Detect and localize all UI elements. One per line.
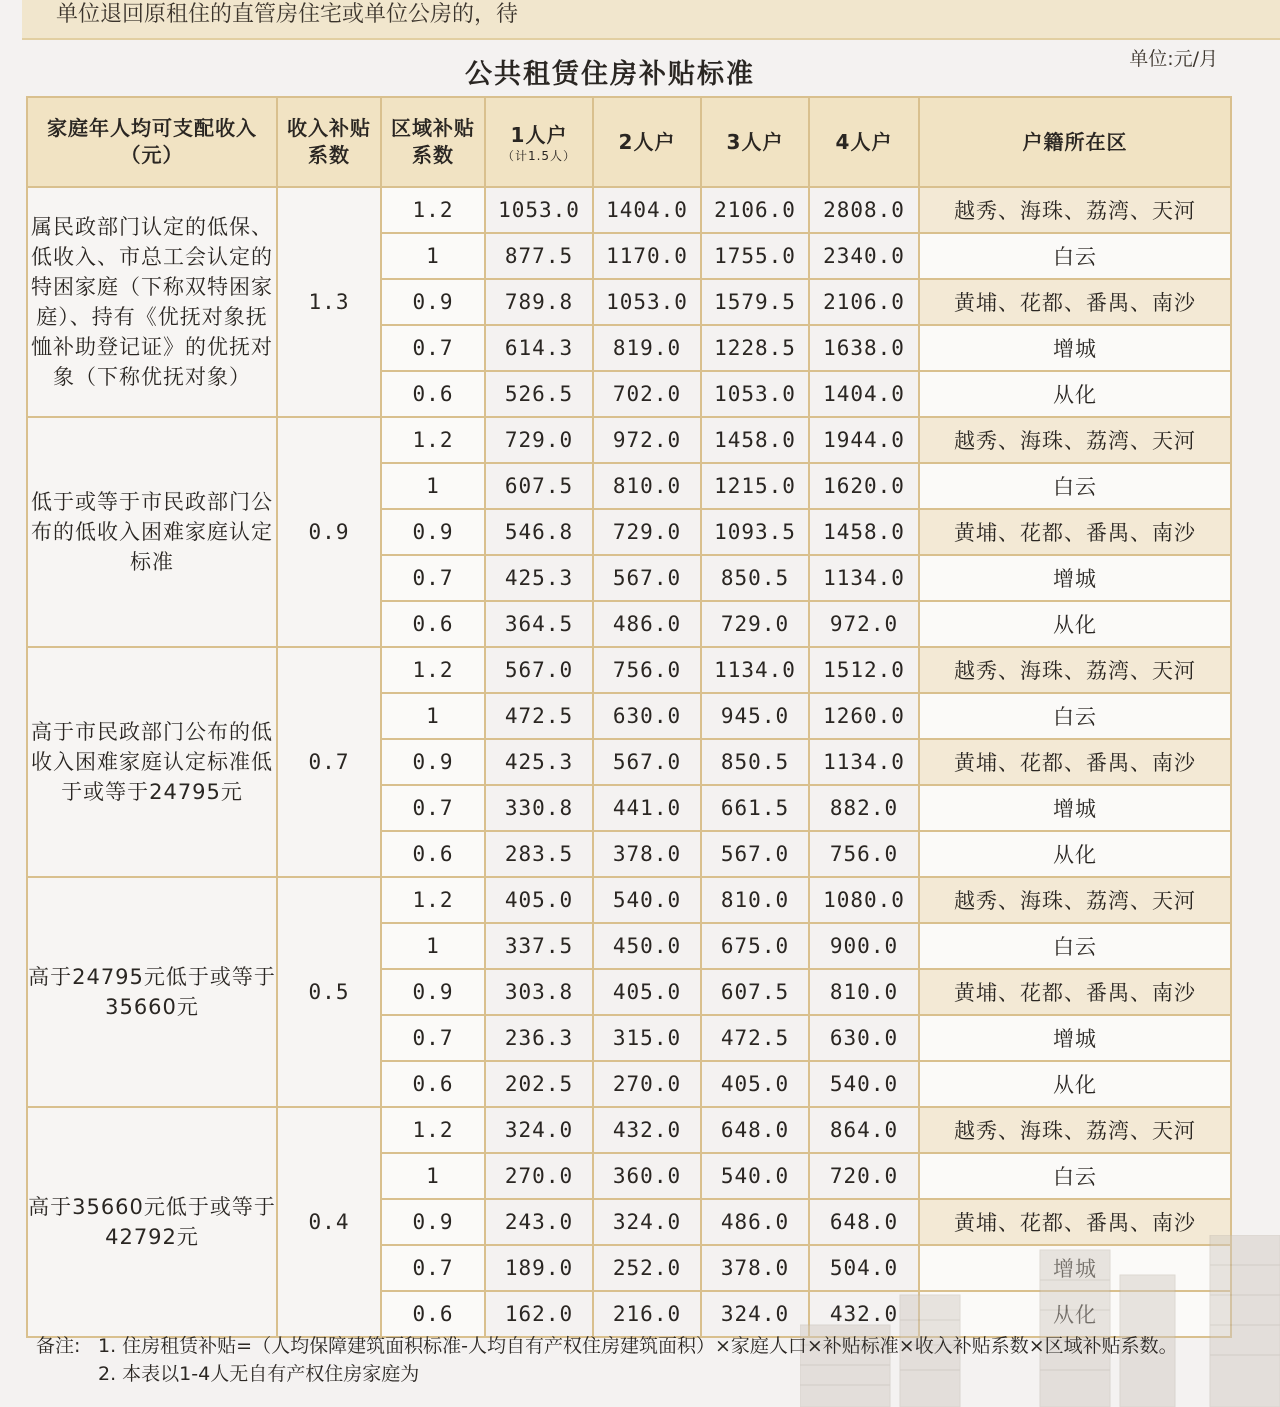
- subsidy-1-person: 546.8: [485, 509, 593, 555]
- region-coef: 0.6: [381, 371, 485, 417]
- subsidy-1-person: 526.5: [485, 371, 593, 417]
- subsidy-2-person: 405.0: [593, 969, 701, 1015]
- subsidy-2-person: 216.0: [593, 1291, 701, 1337]
- region-coef: 0.7: [381, 1015, 485, 1061]
- subsidy-1-person: 567.0: [485, 647, 593, 693]
- subsidy-1-person: 270.0: [485, 1153, 593, 1199]
- subsidy-2-person: 540.0: [593, 877, 701, 923]
- subsidy-1-person: 283.5: [485, 831, 593, 877]
- subsidy-3-person: 1579.5: [701, 279, 809, 325]
- subsidy-4-person: 432.0: [809, 1291, 919, 1337]
- table-row: [27, 1107, 1231, 1153]
- subsidy-1-person: 364.5: [485, 601, 593, 647]
- region-coef: 0.6: [381, 601, 485, 647]
- table-body: [27, 187, 1231, 1337]
- subsidy-4-person: 1404.0: [809, 371, 919, 417]
- unit-label: 单位:元/月: [1129, 48, 1218, 70]
- subsidy-4-person: 630.0: [809, 1015, 919, 1061]
- subsidy-4-person: 1620.0: [809, 463, 919, 509]
- subsidy-4-person: 900.0: [809, 923, 919, 969]
- table-row: [27, 187, 1231, 233]
- subsidy-3-person: 661.5: [701, 785, 809, 831]
- subsidy-4-person: 2106.0: [809, 279, 919, 325]
- subsidy-2-person: 810.0: [593, 463, 701, 509]
- subsidy-1-person: 303.8: [485, 969, 593, 1015]
- subsidy-2-person: 252.0: [593, 1245, 701, 1291]
- subsidy-3-person: 1093.5: [701, 509, 809, 555]
- subsidy-2-person: 819.0: [593, 325, 701, 371]
- subsidy-4-person: 1080.0: [809, 877, 919, 923]
- district-name: 从化: [919, 371, 1231, 417]
- district-name: 黄埔、花都、番禺、南沙: [919, 969, 1231, 1015]
- subsidy-2-person: 1404.0: [593, 187, 701, 233]
- district-name: 黄埔、花都、番禺、南沙: [919, 1199, 1231, 1245]
- income-coef: 0.4: [277, 1107, 381, 1337]
- subsidy-1-person: 330.8: [485, 785, 593, 831]
- subsidy-4-person: 1458.0: [809, 509, 919, 555]
- district-name: 从化: [919, 1291, 1231, 1337]
- income-category: 低于或等于市民政部门公布的低收入困难家庭认定标准: [27, 417, 277, 647]
- region-coef: 1.2: [381, 1107, 485, 1153]
- subsidy-2-person: 756.0: [593, 647, 701, 693]
- subsidy-4-person: 2340.0: [809, 233, 919, 279]
- subsidy-3-person: 486.0: [701, 1199, 809, 1245]
- district-name: 白云: [919, 463, 1231, 509]
- subsidy-3-person: 850.5: [701, 739, 809, 785]
- subsidy-2-person: 315.0: [593, 1015, 701, 1061]
- subsidy-table: [26, 96, 1232, 1338]
- subsidy-2-person: 450.0: [593, 923, 701, 969]
- subsidy-3-person: 567.0: [701, 831, 809, 877]
- district-name: 越秀、海珠、荔湾、天河: [919, 877, 1231, 923]
- district-name: 增城: [919, 555, 1231, 601]
- district-name: 黄埔、花都、番禺、南沙: [919, 509, 1231, 555]
- district-name: 越秀、海珠、荔湾、天河: [919, 1107, 1231, 1153]
- subsidy-2-person: 567.0: [593, 555, 701, 601]
- region-coef: 0.7: [381, 325, 485, 371]
- region-coef: 1.2: [381, 417, 485, 463]
- district-name: 白云: [919, 233, 1231, 279]
- subsidy-3-person: 1053.0: [701, 371, 809, 417]
- subsidy-4-person: 972.0: [809, 601, 919, 647]
- page-title: 公共租赁住房补贴标准: [465, 59, 755, 90]
- subsidy-1-person: 202.5: [485, 1061, 593, 1107]
- subsidy-3-person: 2106.0: [701, 187, 809, 233]
- subsidy-1-person: 324.0: [485, 1107, 593, 1153]
- subsidy-2-person: 441.0: [593, 785, 701, 831]
- district-name: 从化: [919, 1061, 1231, 1107]
- subsidy-2-person: 432.0: [593, 1107, 701, 1153]
- subsidy-3-person: 945.0: [701, 693, 809, 739]
- subsidy-2-person: 1170.0: [593, 233, 701, 279]
- subsidy-4-person: 756.0: [809, 831, 919, 877]
- subsidy-1-person: 162.0: [485, 1291, 593, 1337]
- top-text-strip: [22, 0, 1280, 40]
- subsidy-3-person: 1755.0: [701, 233, 809, 279]
- district-name: 从化: [919, 601, 1231, 647]
- subsidy-4-person: 882.0: [809, 785, 919, 831]
- subsidy-4-person: 864.0: [809, 1107, 919, 1153]
- district-name: 增城: [919, 1245, 1231, 1291]
- subsidy-1-person: 1053.0: [485, 187, 593, 233]
- subsidy-1-person: 425.3: [485, 555, 593, 601]
- subsidy-4-person: 1260.0: [809, 693, 919, 739]
- district-name: 黄埔、花都、番禺、南沙: [919, 739, 1231, 785]
- header-1-person-note: （计1.5人）: [501, 148, 577, 163]
- subsidy-1-person: 729.0: [485, 417, 593, 463]
- subsidy-3-person: 675.0: [701, 923, 809, 969]
- subsidy-2-person: 630.0: [593, 693, 701, 739]
- subsidy-1-person: 405.0: [485, 877, 593, 923]
- district-name: 增城: [919, 325, 1231, 371]
- subsidy-2-person: 378.0: [593, 831, 701, 877]
- district-name: 增城: [919, 1015, 1231, 1061]
- subsidy-4-person: 504.0: [809, 1245, 919, 1291]
- income-coef: 0.9: [277, 417, 381, 647]
- header-region-coef: 区域补贴系数: [381, 97, 485, 187]
- region-coef: 0.9: [381, 969, 485, 1015]
- region-coef: 1: [381, 923, 485, 969]
- subsidy-3-person: 850.5: [701, 555, 809, 601]
- top-text: 单位退回原租住的直管房住宅或单位公房的，待: [56, 2, 519, 27]
- income-category: 高于24795元低于或等于35660元: [27, 877, 277, 1107]
- district-name: 越秀、海珠、荔湾、天河: [919, 647, 1231, 693]
- region-coef: 0.7: [381, 555, 485, 601]
- district-name: 增城: [919, 785, 1231, 831]
- subsidy-3-person: 472.5: [701, 1015, 809, 1061]
- region-coef: 0.9: [381, 1199, 485, 1245]
- note-line-2: [36, 1360, 1236, 1388]
- district-name: 越秀、海珠、荔湾、天河: [919, 417, 1231, 463]
- subsidy-3-person: 540.0: [701, 1153, 809, 1199]
- note-line-1: [36, 1332, 1236, 1360]
- region-coef: 1: [381, 693, 485, 739]
- header-4-person: 4人户: [809, 97, 919, 187]
- note-2-text: 2. 本表以1-4人无自有产权住房家庭为: [98, 1363, 420, 1385]
- table-row: [27, 647, 1231, 693]
- subsidy-4-person: 648.0: [809, 1199, 919, 1245]
- income-coef: 1.3: [277, 187, 381, 417]
- subsidy-2-person: 270.0: [593, 1061, 701, 1107]
- district-name: 从化: [919, 831, 1231, 877]
- income-coef: 0.7: [277, 647, 381, 877]
- region-coef: 1: [381, 1153, 485, 1199]
- subsidy-2-person: 972.0: [593, 417, 701, 463]
- subsidy-1-person: 877.5: [485, 233, 593, 279]
- region-coef: 0.6: [381, 1291, 485, 1337]
- subsidy-1-person: 789.8: [485, 279, 593, 325]
- subsidy-2-person: 324.0: [593, 1199, 701, 1245]
- region-coef: 0.7: [381, 1245, 485, 1291]
- subsidy-1-person: 189.0: [485, 1245, 593, 1291]
- region-coef: 1.2: [381, 187, 485, 233]
- subsidy-4-person: 1512.0: [809, 647, 919, 693]
- subsidy-3-person: 729.0: [701, 601, 809, 647]
- district-name: 越秀、海珠、荔湾、天河: [919, 187, 1231, 233]
- header-1-person-label: 1人户: [510, 122, 568, 147]
- region-coef: 0.7: [381, 785, 485, 831]
- subsidy-4-person: 1134.0: [809, 739, 919, 785]
- subsidy-4-person: 1134.0: [809, 555, 919, 601]
- subsidy-3-person: 607.5: [701, 969, 809, 1015]
- subsidy-3-person: 1215.0: [701, 463, 809, 509]
- notes-section: [36, 1332, 1236, 1388]
- header-1-person: [485, 97, 593, 187]
- header-income-coef: 收入补贴系数: [277, 97, 381, 187]
- header-2-person: 2人户: [593, 97, 701, 187]
- notes-label: 备注:: [36, 1335, 81, 1357]
- subsidy-1-person: 607.5: [485, 463, 593, 509]
- subsidy-4-person: 2808.0: [809, 187, 919, 233]
- region-coef: 0.6: [381, 1061, 485, 1107]
- table-row: [27, 877, 1231, 923]
- district-name: 白云: [919, 923, 1231, 969]
- income-category: 高于市民政部门公布的低收入困难家庭认定标准低于或等于24795元: [27, 647, 277, 877]
- region-coef: 1: [381, 233, 485, 279]
- subsidy-3-person: 324.0: [701, 1291, 809, 1337]
- subsidy-1-person: 614.3: [485, 325, 593, 371]
- table-header-row: [27, 97, 1231, 187]
- income-coef: 0.5: [277, 877, 381, 1107]
- subsidy-2-person: 702.0: [593, 371, 701, 417]
- subsidy-1-person: 425.3: [485, 739, 593, 785]
- header-3-person: 3人户: [701, 97, 809, 187]
- region-coef: 1: [381, 463, 485, 509]
- region-coef: 1.2: [381, 647, 485, 693]
- subsidy-4-person: 720.0: [809, 1153, 919, 1199]
- subsidy-2-person: 729.0: [593, 509, 701, 555]
- subsidy-1-person: 236.3: [485, 1015, 593, 1061]
- region-coef: 0.9: [381, 739, 485, 785]
- subsidy-3-person: 1228.5: [701, 325, 809, 371]
- district-name: 白云: [919, 1153, 1231, 1199]
- note-1-text: 1. 住房租赁补贴=（人均保障建筑面积标准-人均自有产权住房建筑面积）×家庭人口×补贴标准×收入补贴系数×区域补贴系数。: [98, 1335, 1178, 1357]
- region-coef: 1.2: [381, 877, 485, 923]
- subsidy-3-person: 810.0: [701, 877, 809, 923]
- subsidy-3-person: 1458.0: [701, 417, 809, 463]
- subsidy-1-person: 472.5: [485, 693, 593, 739]
- region-coef: 0.6: [381, 831, 485, 877]
- region-coef: 0.9: [381, 509, 485, 555]
- subsidy-4-person: 540.0: [809, 1061, 919, 1107]
- income-category: 属民政部门认定的低保、低收入、市总工会认定的特困家庭（下称双特困家庭）、持有《优抚对象抚恤补助登记证》的优抚对象（下称优抚对象）: [27, 187, 277, 417]
- subsidy-3-person: 378.0: [701, 1245, 809, 1291]
- subsidy-2-person: 360.0: [593, 1153, 701, 1199]
- region-coef: 0.9: [381, 279, 485, 325]
- subsidy-3-person: 1134.0: [701, 647, 809, 693]
- header-district: 户籍所在区: [919, 97, 1231, 187]
- subsidy-2-person: 486.0: [593, 601, 701, 647]
- district-name: 黄埔、花都、番禺、南沙: [919, 279, 1231, 325]
- subsidy-2-person: 1053.0: [593, 279, 701, 325]
- subsidy-3-person: 405.0: [701, 1061, 809, 1107]
- subsidy-1-person: 243.0: [485, 1199, 593, 1245]
- income-category: 高于35660元低于或等于42792元: [27, 1107, 277, 1337]
- subsidy-3-person: 648.0: [701, 1107, 809, 1153]
- subsidy-4-person: 1638.0: [809, 325, 919, 371]
- subsidy-1-person: 337.5: [485, 923, 593, 969]
- subsidy-4-person: 1944.0: [809, 417, 919, 463]
- table-row: [27, 417, 1231, 463]
- subsidy-4-person: 810.0: [809, 969, 919, 1015]
- subsidy-2-person: 567.0: [593, 739, 701, 785]
- header-income: 家庭年人均可支配收入（元）: [27, 97, 277, 187]
- district-name: 白云: [919, 693, 1231, 739]
